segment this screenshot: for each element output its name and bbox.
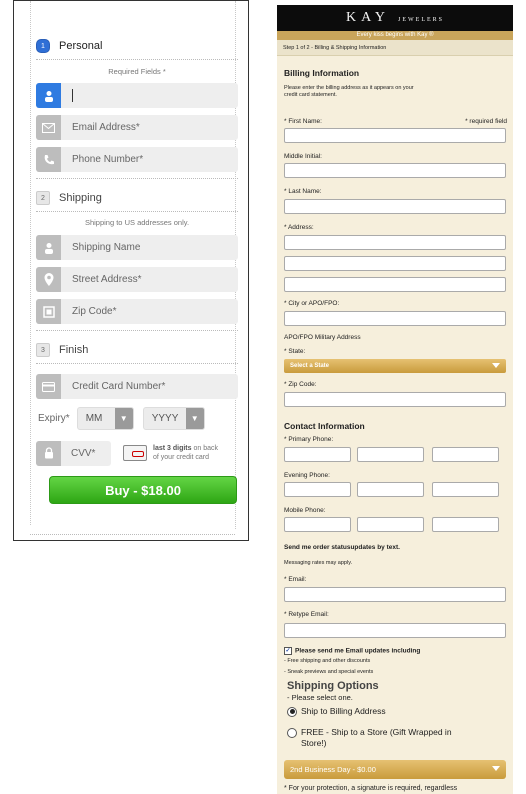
section-personal [36, 39, 102, 53]
address-line-3-input[interactable] [284, 277, 506, 292]
evening-phone-area-input[interactable] [284, 482, 351, 497]
cvv-row [36, 439, 238, 467]
map-pin-icon [36, 267, 61, 292]
email-input[interactable] [284, 587, 506, 602]
divider [36, 363, 238, 364]
mobile-phone-prefix-input[interactable] [357, 517, 424, 532]
kay-header [277, 5, 513, 31]
expiry-month-value: MM [85, 413, 103, 424]
checkbox-checked-icon[interactable]: ✓ [285, 648, 291, 654]
contact-title: Contact Information [284, 421, 365, 431]
cvv-hint-text-1: on back [191, 445, 218, 452]
address-line-2-input[interactable] [284, 256, 506, 271]
street-address-field[interactable] [36, 267, 238, 292]
shipping-note: Shipping to US addresses only. [84, 218, 190, 227]
primary-phone-area-input[interactable] [284, 447, 351, 462]
billing-note-2: credit card statement. [284, 92, 337, 98]
email-updates-item-2: - Sneak previews and special events [284, 669, 374, 675]
chevron-down-icon: ▼ [186, 408, 204, 429]
expiry-label: Expiry* [38, 413, 70, 424]
square-icon [36, 299, 61, 324]
phone-field[interactable] [36, 147, 238, 172]
kay-checkout-page [277, 5, 513, 794]
zip-code-input[interactable] [284, 392, 506, 407]
lock-icon [36, 441, 61, 466]
step-1-badge: 1 [36, 39, 50, 53]
required-field-note: * required field [465, 118, 507, 125]
shipping-name-field[interactable] [36, 235, 238, 260]
mobile-phone-area-input[interactable] [284, 517, 351, 532]
expiry-month-select[interactable] [77, 407, 134, 430]
zip-code-label: * Zip Code: [284, 381, 317, 388]
shipping-options-prompt: - Please select one. [287, 693, 353, 702]
buy-button[interactable]: Buy - $18.00 [49, 476, 237, 504]
ship-to-store-label-1: FREE - Ship to a Store (Gift Wrapped in [301, 727, 452, 737]
phone-icon [36, 147, 61, 172]
chevron-down-icon [492, 766, 500, 771]
shipping-options-title: Shipping Options [287, 680, 379, 692]
primary-phone-prefix-input[interactable] [357, 447, 424, 462]
messaging-rates-note: Messaging rates may apply. [284, 560, 353, 566]
section-finish [36, 343, 88, 357]
evening-phone-label: Evening Phone: [284, 472, 330, 479]
kay-logo[interactable] [346, 10, 444, 25]
protection-note: * For your protection, a signature is required, regardless [284, 785, 458, 792]
shipping-method-select[interactable] [284, 760, 506, 779]
kay-tagline: Every kiss begins with Kay ® [277, 31, 513, 40]
primary-phone-label: * Primary Phone: [284, 436, 334, 443]
first-name-label: * First Name: [284, 118, 322, 125]
mobile-checkout-panel [13, 0, 249, 541]
divider [36, 59, 238, 60]
checkout-step: Step 1 of 2 - Billing & Shipping Information [277, 40, 513, 56]
card-back-icon [123, 445, 147, 461]
section-shipping-label: Shipping [59, 192, 102, 204]
retype-email-input[interactable] [284, 623, 506, 638]
state-select[interactable] [284, 359, 506, 373]
kay-logo-text: KAY [345, 10, 390, 25]
first-name-input[interactable] [284, 128, 506, 143]
ship-to-store-option[interactable] [287, 727, 452, 749]
chevron-down-icon [492, 363, 500, 368]
expiry-row [36, 406, 238, 431]
section-personal-label: Personal [59, 40, 103, 52]
city-label: * City or APO/FPO: [284, 300, 340, 307]
billing-title: Billing Information [284, 68, 360, 78]
retype-email-label: * Retype Email: [284, 611, 329, 618]
section-finish-label: Finish [59, 344, 89, 356]
divider [36, 211, 238, 212]
text-caret [72, 89, 73, 102]
last-name-label: * Last Name: [284, 188, 322, 195]
chevron-down-icon: ▼ [115, 408, 133, 429]
name-field[interactable] [36, 83, 238, 108]
evening-phone-prefix-input[interactable] [357, 482, 424, 497]
credit-card-icon [36, 374, 61, 399]
military-address-link[interactable]: APO/FPO Military Address [284, 334, 361, 341]
ship-to-store-label-2: Store!) [301, 738, 327, 748]
email-updates-label: Please send me Email updates including [295, 647, 421, 655]
evening-phone-line-input[interactable] [432, 482, 499, 497]
cvv-field[interactable] [36, 441, 111, 466]
expiry-year-value: YYYY [151, 413, 179, 424]
middle-initial-input[interactable] [284, 163, 506, 178]
expiry-year-select[interactable] [143, 407, 205, 430]
cvv-hint-text-2: of your credit card [153, 454, 210, 461]
zip-code-field[interactable] [36, 299, 238, 324]
cvv-placeholder: CVV* [71, 447, 96, 459]
shipping-method-value: 2nd Business Day - $0.00 [290, 765, 376, 774]
email-label: * Email: [284, 576, 307, 583]
envelope-icon [36, 115, 61, 140]
middle-initial-label: Middle Initial: [284, 153, 322, 160]
email-placeholder: Email Address* [72, 122, 140, 133]
radio-selected-icon[interactable] [287, 707, 297, 717]
mobile-phone-line-input[interactable] [432, 517, 499, 532]
street-address-placeholder: Street Address* [72, 274, 142, 285]
receipt-torn-edge [30, 526, 235, 535]
required-fields-note: Required Fields * [108, 67, 166, 76]
email-updates-item-1: - Free shipping and other discounts [284, 658, 371, 664]
state-select-value: Select a State [290, 363, 330, 369]
kay-logo-sub: JEWELERS [398, 17, 445, 23]
credit-card-field[interactable] [36, 374, 238, 399]
cvv-hint-bold: last 3 digits [153, 445, 192, 452]
address-label: * Address: [284, 224, 314, 231]
primary-phone-line-input[interactable] [432, 447, 499, 462]
step-3-badge: 3 [36, 343, 50, 357]
ship-to-billing-label: Ship to Billing Address [301, 706, 386, 716]
divider [36, 330, 238, 331]
credit-card-placeholder: Credit Card Number* [72, 381, 166, 392]
cvv-hint [153, 444, 218, 462]
step-2-badge: 2 [36, 191, 50, 205]
text-updates-label: Send me order statusupdates by text. [284, 544, 400, 551]
mobile-phone-label: Mobile Phone: [284, 507, 326, 514]
divider [36, 178, 238, 179]
billing-note-1: Please enter the billing address as it appears on your [284, 85, 414, 91]
ship-to-billing-option[interactable] [287, 706, 386, 717]
radio-unselected-icon[interactable] [287, 728, 297, 738]
city-input[interactable] [284, 311, 506, 326]
email-field[interactable] [36, 115, 238, 140]
shipping-name-placeholder: Shipping Name [72, 242, 141, 253]
person-icon [36, 235, 61, 260]
zip-code-placeholder: Zip Code* [72, 306, 117, 317]
phone-placeholder: Phone Number* [72, 154, 144, 165]
last-name-input[interactable] [284, 199, 506, 214]
state-label: * State: [284, 348, 306, 355]
email-updates-option[interactable] [284, 647, 420, 655]
section-shipping [36, 191, 102, 205]
address-line-1-input[interactable] [284, 235, 506, 250]
person-icon [36, 83, 61, 108]
